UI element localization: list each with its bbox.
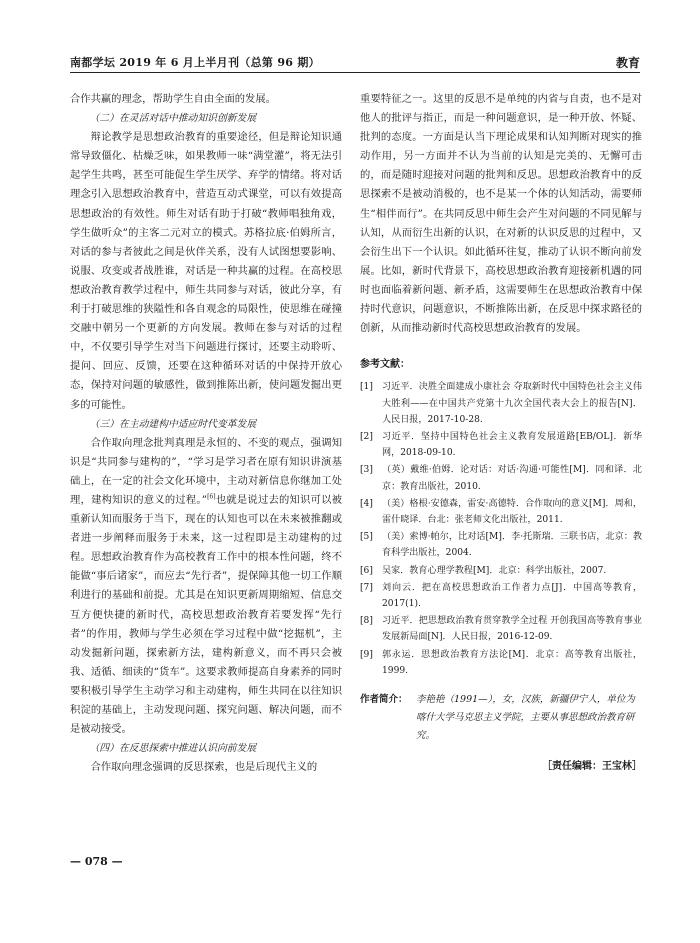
reference-text: （美）格根·安德森，雷安·高德特．合作取向的意义[M]．周和，雷什晓译．台北：张老师文化出版社，2011. (382, 498, 642, 525)
reference-item (360, 563, 642, 579)
reference-item (360, 429, 642, 461)
page-header (70, 52, 640, 73)
reference-number: [3] (360, 465, 373, 476)
right-column (360, 90, 642, 776)
reference-item (360, 647, 642, 679)
section-heading-4: （四）在反思探索中推进认识向前发展 (89, 743, 257, 755)
left-column (70, 90, 342, 777)
paragraph-construction (70, 434, 342, 740)
author-bio (360, 691, 642, 745)
paragraph-construction-part2: 也就是说过去的知识可以被重新认知而服务于当下，现在的认知也可以在未来被推翻或者进一步阐释而服务于未来，这一过程即是主动建构的过程。思想政治教育作为高校教育工作中的根本性问题，终不能做“事后诸家”，而应去“先行者”，提保障其他一切工作顺利进行的基础和前提。尤其是在知识更新周期缩短、信息交互方便快捷的新时代，高校思想政治教育若要发挥“先行者”的作用，教师与学生必须在学习过程中做“挖掘机”，主动发掘新问题，探索新方法，建构新意义，而不再只会被我、适循、细读的“货车”。这要求教师提高自身素养的同时要积极引导学生主动学习和主动建构，师生共同在以往知识积淀的基础上，主动发现问题、探究问题、解决问题，而不是被动接受。 (70, 493, 342, 736)
responsible-editor: ［责任编辑：王宝林］ (542, 760, 642, 772)
author-bio-text: 李艳艳（1991—），女，汉族，新疆伊宁人，单位为喀什大学马克思主义学院，主要从事思想政治教育研究。 (416, 693, 635, 741)
reference-text: 习近平．把思想政治教育贯穿教学全过程 开创我国高等教育事业发展新局面[N]．人民日报，2016-12-09. (382, 616, 642, 643)
paragraph-construction-part1: 合作取向理念批判真理是永恒的、不变的观点，强调知识是“共同参与建构的”，“学习是学习者在原有知识讲演基础上，在一定的社会文化环境中，主动对新信息你继加工处理，建构知识的意义的过程。” (70, 436, 342, 506)
reference-item (360, 462, 642, 494)
paragraph-dialogue: 辩论教学是思想政治教育的重要途径，但是辩论知识通常导致僵化、枯燥乏味，如果教师一味“满堂灌”，将无法引起学生共鸣，甚至可能促生学生厌学、弃学的情绪。将对话理念引入思想政治教育中，营造互动式课堂，可以有效提高思想政治的有效性。师生对话有助于打破“教师唱独角戏，学生做听众”的主客二元对立的模式。苏格拉底·伯姆所言，对话的参与者彼此之间是伙伴关系，没有人试图想要影响、说服、攻变或者战胜谁，对话是一种共赢的过程。在高校思想政治教育教学过程中，师生共同参与对话，彼此分享，有利于打破思维的狭隘性和各自观念的局限性，使思维在碰撞交融中朝另一个更新的方向发展。教师在参与对话的过程中，不仅要引导学生对当下问题进行探讨，还要主动聆听、提问、回应、反馈，还要在这种循环对话的中保持开放心态，保持对问题的敏感性，做到推陈出新，使问题发掘出更多的可能性。 (70, 131, 342, 411)
reference-number: [1] (360, 382, 373, 393)
references-heading: 参考文献： (360, 359, 410, 371)
citation-marker: [6] (207, 493, 216, 501)
reference-text: 刘向云．把在高校思想政治工作者力点[J]．中国高等教育，2017(1). (382, 582, 642, 609)
reference-item (360, 496, 642, 528)
reference-number: [5] (360, 532, 373, 543)
page-number: — 078 — (70, 855, 123, 868)
section-heading-2: （二）在灵活对话中推动知识创新发展 (89, 113, 257, 125)
reference-text: （英）戴维·伯姆．论对话：对话·沟通·可能性[M]．同和译．北京：教育出版社，2010. (382, 465, 642, 492)
paragraph-reflection-start: 合作取向理念强调的反思探索，也是后现代主义的 (90, 761, 318, 774)
reference-item (360, 580, 642, 612)
reference-text: 习近平．决胜全面建成小康社会 夺取新时代中国特色社会主义伟大胜利——在中国共产党第十九次全国代表大会上的报告[N]．人民日报，2017-10-28. (382, 382, 642, 425)
reference-number: [4] (360, 498, 373, 509)
journal-title: 南都学坛 2019 年 6 月上半月刊（总第 96 期） (70, 56, 320, 69)
reference-text: 习近平．坚持中国特色社会主义教育发展道路[EB/OL]．新华网，2018-09-10. (382, 431, 642, 459)
reference-number: [9] (360, 649, 373, 660)
section-heading-3: （三）在主动建构中适应时代变革发展 (89, 418, 257, 430)
reference-number: [6] (360, 565, 373, 576)
reference-number: [7] (360, 582, 373, 593)
author-bio-label: 作者简介： (360, 693, 408, 705)
references-list (360, 379, 642, 679)
reference-number: [8] (360, 616, 373, 627)
reference-item (360, 379, 642, 428)
reference-item (360, 613, 642, 645)
paragraph-continued: 合作共赢的理念，帮助学生自由全面的发展。 (70, 93, 276, 105)
reference-text: 郭永运．思想政治教育方法论[M]．北京：高等教育出版社，1999. (382, 649, 642, 676)
reference-item (360, 529, 642, 561)
reference-text: （美）索博·帕尔，比对话[M]．李·托斯瑞．三联书店，北京：教育科学出版社，2004. (382, 532, 642, 559)
reference-number: [2] (360, 431, 373, 442)
paragraph-reflection-continued: 重要特征之一。这里的反思不是单纯的内省与自责，也不是对他人的批评与指正，而是一种问题意识，是一种开放、怀疑、批判的态度。一方面是认当下理论成果和认知判断对现实的推动作用，另一方面并不认为当前的认知是完美的、无懈可击的，而是随时迎接对问题的批判和反思。思想政治教育中的反思探索不是被动消极的，也不是某一个体的认知活动，需要师生“相伴而行”。在共同反思中师生会产生对问题的不同见解与认知，从而衍生出新的认识，在对新的认识反思的过程中，又会衍生出下一个认识。如此循环往复，推动了认识不断向前发展。比如，新时代背景下，高校思想政治教育迎接新机遇的同时也面临着新问题、新矛盾，这需要师生在思想政治教育中保持时代意识，问题意识，不断推陈出新，在反思中探求路径的创新，从而推动新时代高校思想政治教育的发展。 (360, 93, 642, 335)
reference-text: 吴家．教育心理学教程[M]．北京：科学出版社，2007. (382, 565, 607, 576)
section-label: 教育 (615, 56, 640, 70)
